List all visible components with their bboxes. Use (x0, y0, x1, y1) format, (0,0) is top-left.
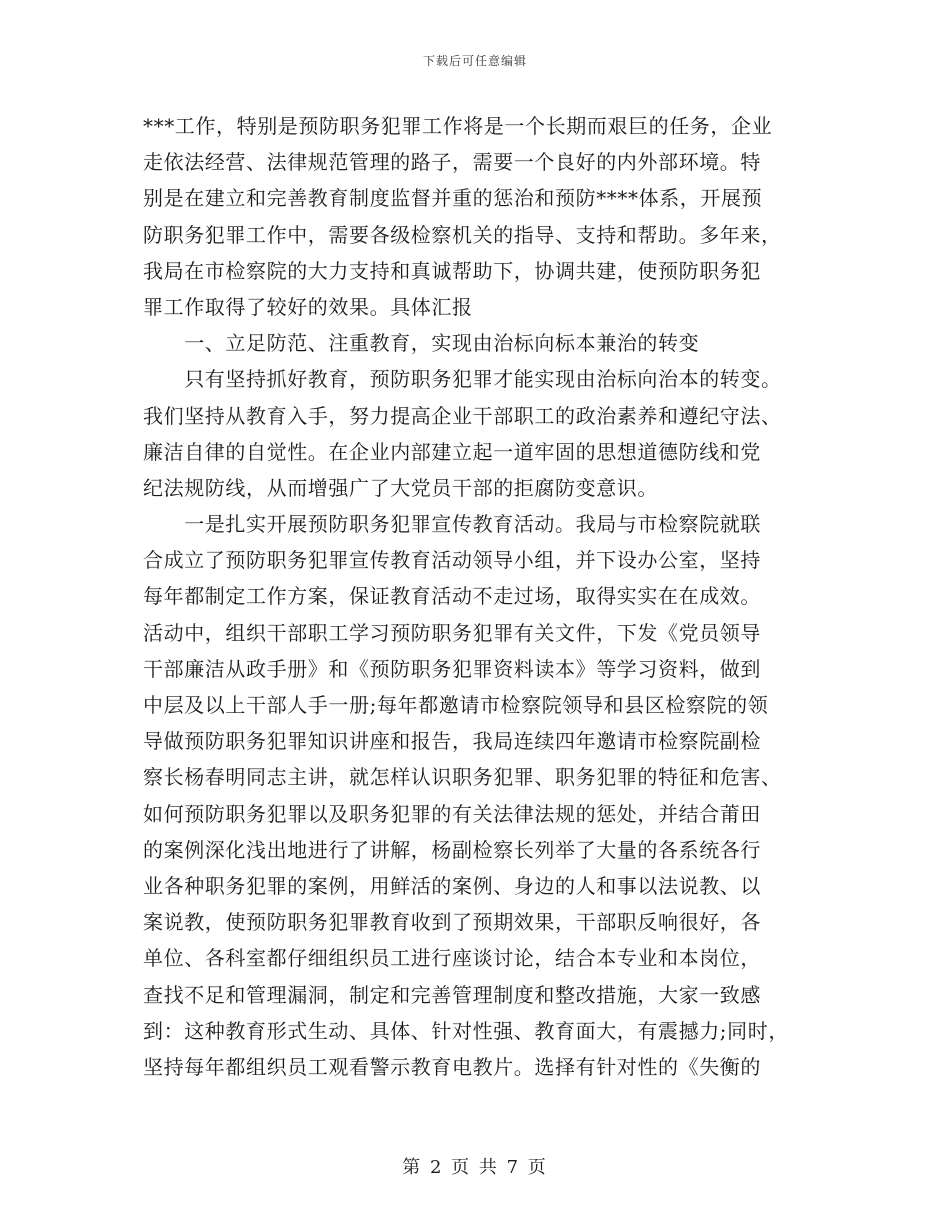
text-line: ***工作，特别是预防职务犯罪工作将是一个长期而艰巨的任务，企业 (143, 114, 773, 138)
page-header: 下载后可任意编辑 (422, 54, 527, 68)
text-line: 单位、各科室都仔细组织员工进行座谈讨论，结合本专业和本岗位， (143, 946, 761, 971)
text-line: 只有坚持抓好教育，预防职务犯罪才能实现由治标向治本的转变。 (143, 367, 782, 392)
text-line: 坚持每年都组织员工观看警示教育电教片。选择有针对性的《失衡的 (143, 1054, 761, 1079)
text-line: 的案例深化浅出地进行了讲解，杨副检察长列举了大量的各系统各行 (143, 837, 761, 862)
text-line: 业各种职务犯罪的案例，用鲜活的案例、身边的人和事以法说教、以 (143, 873, 761, 898)
text-line: 合成立了预防职务犯罪宣传教育活动领导小组，并下设办公室，坚持 (143, 548, 761, 573)
page-footer: 第 2 页 共 7 页 (402, 1157, 548, 1178)
text-line: 走依法经营、法律规范管理的路子，需要一个良好的内外部环境。特 (143, 150, 761, 175)
text-line: 罪工作取得了较好的效果。具体汇报 (143, 294, 473, 319)
text-line: 廉洁自律的自觉性。在企业内部建立起一道牢固的思想道德防线和党 (143, 439, 761, 464)
text-line: 到：这种教育形式生动、具体、针对性强、教育面大，有震撼力;同时， (143, 1018, 789, 1043)
body-text (143, 108, 813, 1085)
text-line: 中层及以上干部人手一册;每年都邀请市检察院领导和县区检察院的领 (143, 693, 769, 717)
text-line: 一是扎实开展预防职务犯罪宣传教育活动。我局与市检察院就联 (143, 512, 761, 537)
text-line: 查找不足和管理漏洞，制定和完善管理制度和整改措施，大家一致感 (143, 982, 761, 1007)
text-line: 纪法规防线，从而增强广了大党员干部的拒腐防变意识。 (143, 475, 658, 500)
text-line: 防职务犯罪工作中，需要各级检察机关的指导、支持和帮助。多年来， (143, 222, 782, 247)
text-line: 每年都制定工作方案，保证教育活动不走过场，取得实实在在成效。 (143, 584, 761, 609)
text-line: 如何预防职务犯罪以及职务犯罪的有关法律法规的惩处，并结合莆田 (143, 801, 761, 826)
text-line: 干部廉洁从政手册》和《预防职务犯罪资料读本》等学习资料，做到 (143, 656, 761, 681)
section-heading: 一、立足防范、注重教育，实现由治标向标本兼治的转变 (143, 331, 700, 356)
text-line: 活动中，组织干部职工学习预防职务犯罪有关文件，下发《党员领导 (143, 620, 761, 645)
text-line: 导做预防职务犯罪知识讲座和报告，我局连续四年邀请市检察院副检 (143, 729, 761, 754)
text-line: 别是在建立和完善教育制度监督并重的惩治和预防****体系，开展预 (143, 186, 763, 211)
text-line: 案说教，使预防职务犯罪教育收到了预期效果，干部职反响很好，各 (143, 910, 761, 935)
text-line: 我们坚持从教育入手，努力提高企业干部职工的政治素养和遵纪守法、 (143, 403, 782, 428)
text-line: 我局在市检察院的大力支持和真诚帮助下，协调共建，使预防职务犯 (143, 258, 761, 283)
text-line: 察长杨春明同志主讲，就怎样认识职务犯罪、职务犯罪的特征和危害、 (143, 765, 782, 790)
